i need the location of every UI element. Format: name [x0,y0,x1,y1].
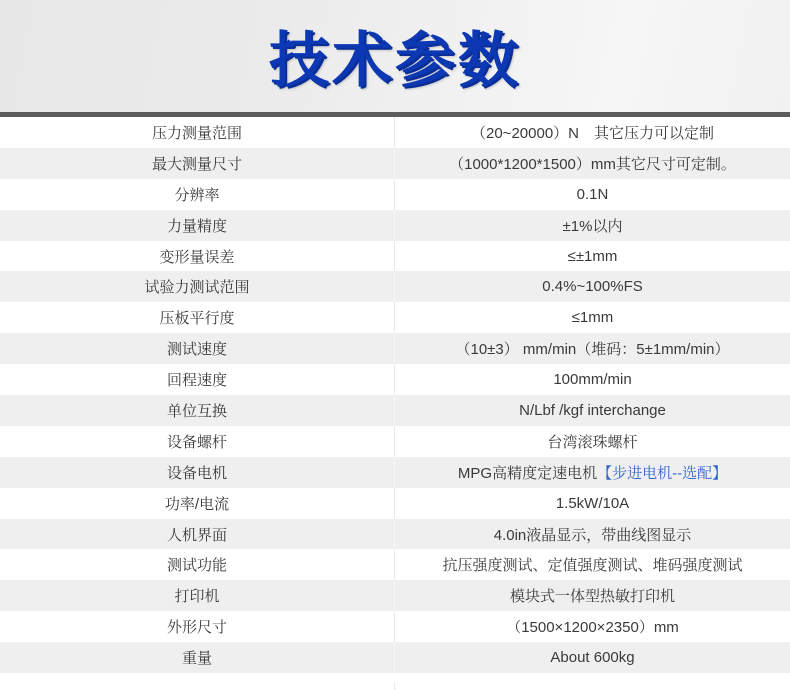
spec-row [0,179,790,210]
spec-label: 最大测量尺寸 [0,148,395,179]
spec-value-text: （10±3） mm/min（堆码：5±1mm/min） [455,341,730,359]
spec-value-text: 台湾滚珠螺杆 [547,433,638,451]
spec-value [395,248,790,265]
spec-row [0,457,790,488]
spec-value [395,338,790,359]
spec-value-text: 100mm/min [553,371,632,389]
spec-label: 回程速度 [0,364,395,395]
spec-row [0,364,790,395]
spec-row [0,580,790,611]
spec-label: 设备螺杆 [0,426,395,457]
spec-label: 分辨率 [0,179,395,210]
spec-value-text: 0.1N [576,185,609,203]
spec-row [0,549,790,580]
spec-value-text: MPG高精度定速电机 [457,464,598,482]
spec-label: 单位互换 [0,395,395,426]
spec-label: 重量 [0,642,395,673]
spec-label: 压力测量范围 [0,117,395,148]
spec-value-text: （1500×1200×2350）mm [506,619,679,637]
spec-value-text: N/Lbf /kgf interchange [519,401,666,419]
spec-value [395,215,790,236]
spec-value-text: 1.5kW/10A [555,494,630,512]
spec-value [395,495,790,512]
header [0,0,790,112]
spec-row [0,148,790,179]
spec-value [395,649,790,666]
spec-row [0,333,790,364]
spec-value [395,186,790,203]
spec-row [0,271,790,302]
spec-label: 外形尺寸 [0,611,395,642]
spec-value-text: 0.4%~100%FS [542,278,643,296]
footer-left-cell [0,682,395,690]
spec-value-text: 4.0in液晶显示，带曲线图显示 [493,526,692,544]
spec-label: 功率/电流 [0,488,395,519]
spec-value-text: ≤1mm [571,309,614,327]
table-footer-row [0,682,790,690]
spec-value-text: （20~20000）N 其它压力可以定制 [471,124,714,142]
spec-label: 试验力测试范围 [0,271,395,302]
page-title: 技术参数 [269,27,521,94]
spec-label: 测试速度 [0,333,395,364]
spec-row [0,642,790,673]
spec-value-text: 抗压强度测试、定值强度测试、堆码强度测试 [442,557,743,575]
spec-row [0,302,790,333]
spec-table [0,117,790,682]
spec-label: 打印机 [0,580,395,611]
spec-row [0,611,790,642]
spec-value-text: ≤±1mm [567,247,618,265]
spec-value [395,524,790,545]
spec-value-text: （1000*1200*1500）mm其它尺寸可定制。 [449,155,736,173]
spec-row [0,519,790,550]
spec-value [395,122,790,143]
spec-value-text: About 600kg [550,649,635,667]
spec-value-text: ±1%以内 [562,217,623,235]
spec-value [395,309,790,326]
spec-label: 压板平行度 [0,302,395,333]
spec-value [395,278,790,295]
spec-value [395,585,790,606]
spec-value [395,371,790,388]
spec-value [395,554,790,575]
spec-value [395,616,790,637]
spec-row [0,395,790,426]
spec-value [395,431,790,452]
spec-value-text: 模块式一体型热敏打印机 [509,588,675,606]
spec-label: 测试功能 [0,549,395,580]
footer-right-cell [395,682,790,690]
spec-label: 人机界面 [0,519,395,550]
spec-label: 力量精度 [0,210,395,241]
spec-value [395,153,790,174]
spec-row [0,241,790,272]
spec-value [395,402,790,419]
spec-row [0,210,790,241]
spec-label: 设备电机 [0,457,395,488]
spec-row [0,426,790,457]
spec-value-option: 【步进电机--选配】 [597,464,728,482]
spec-row [0,117,790,148]
spec-label: 变形量误差 [0,241,395,272]
spec-value [395,462,790,483]
spec-row [0,488,790,519]
